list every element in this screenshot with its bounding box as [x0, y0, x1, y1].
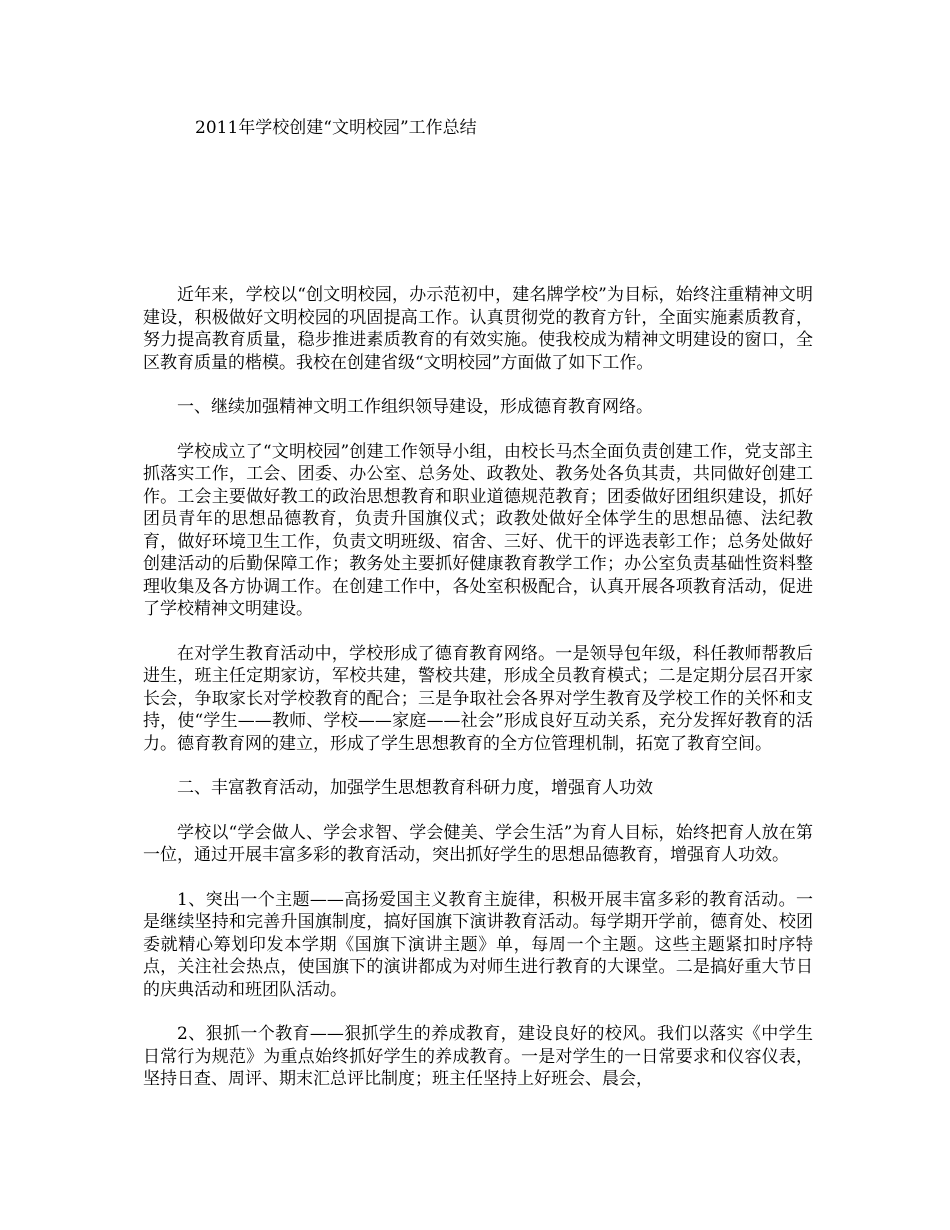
paragraph-habit-education: 2、狠抓一个教育——狠抓学生的养成教育，建设良好的校风。我们以落实《中学生日常行为规范》为重点始终抓好学生的养成教育。一是对学生的一日常要求和仪容仪表，坚持日查、周评、期末汇总评比制度；班主任坚持上好班会、晨会， [143, 1024, 813, 1089]
paragraph-theme-patriotism: 1、突出一个主题——高扬爱国主义教育主旋律，积极开展丰富多彩的教育活动。一是继续坚持和完善升国旗制度，搞好国旗下演讲教育活动。每学期开学前，德育处、校团委就精心筹划印发本学期《国旗下演讲主题》单，每周一个主题。这些主题紧扣时序特点，关注社会热点，使国旗下的演讲都成为对师生进行教育的大课堂。二是搞好重大节日的庆典活动和班团队活动。 [143, 889, 813, 1000]
paragraph-leadership: 学校成立了“文明校园”创建工作领导小组，由校长马杰全面负责创建工作，党支部主抓落实工作，工会、团委、办公室、总务处、政教处、教务处各负其责，共同做好创建工作。工会主要做好教工的政治思想教育和职业道德规范教育；团委做好团组织建设，抓好团员青年的思想品德教育，负责升国旗仪式；政教处做好全体学生的思想品德、法纪教育，做好环境卫生工作，负责文明班级、宿舍、三好、优干的评选表彰工作；总务处做好创建活动的后勤保障工作；教务处主要抓好健康教育教学工作；办公室负责基础性资料整理收集及各方协调工作。在创建工作中，各处室积极配合，认真开展各项教育活动，促进了学校精神文明建设。 [143, 441, 813, 619]
section-heading-1: 一、继续加强精神文明工作组织领导建设，形成德育教育网络。 [177, 397, 653, 417]
paragraph-intro: 近年来，学校以“创文明校园，办示范初中，建名牌学校”为目标，始终注重精神文明建设，积极做好文明校园的巩固提高工作。认真贯彻党的教育方针，全面实施素质教育，努力提高教育质量，稳步推进素质教育的有效实施。使我校成为精神文明建设的窗口，全区教育质量的楷模。我校在创建省级“文明校园”方面做了如下工作。 [143, 285, 813, 373]
paragraph-moral-network: 在对学生教育活动中，学校形成了德育教育网络。一是领导包年级，科任教师帮教后进生，班主任定期家访，军校共建，警校共建，形成全员教育模式；二是定期分层召开家长会，争取家长对学校教育的配合；三是争取社会各界对学生教育及学校工作的关怀和支持，使“学生——教师、学校——家庭——社会”形成良好互动关系，充分发挥好教育的活力。德育教育网的建立，形成了学生思想教育的全方位管理机制，拓宽了教育空间。 [143, 643, 813, 754]
document-body [143, 284, 813, 1113]
section-heading-2: 二、丰富教育活动，加强学生思想教育科研力度，增强育人功效 [177, 778, 653, 798]
document-title: 2011年学校创建“文明校园”工作总结 [195, 118, 477, 138]
paragraph-education-goal: 学校以“学会做人、学会求智、学会健美、学会生活”为育人目标，始终把育人放在第一位，通过开展丰富多彩的教育活动，突出抓好学生的思想品德教育，增强育人功效。 [143, 822, 813, 865]
